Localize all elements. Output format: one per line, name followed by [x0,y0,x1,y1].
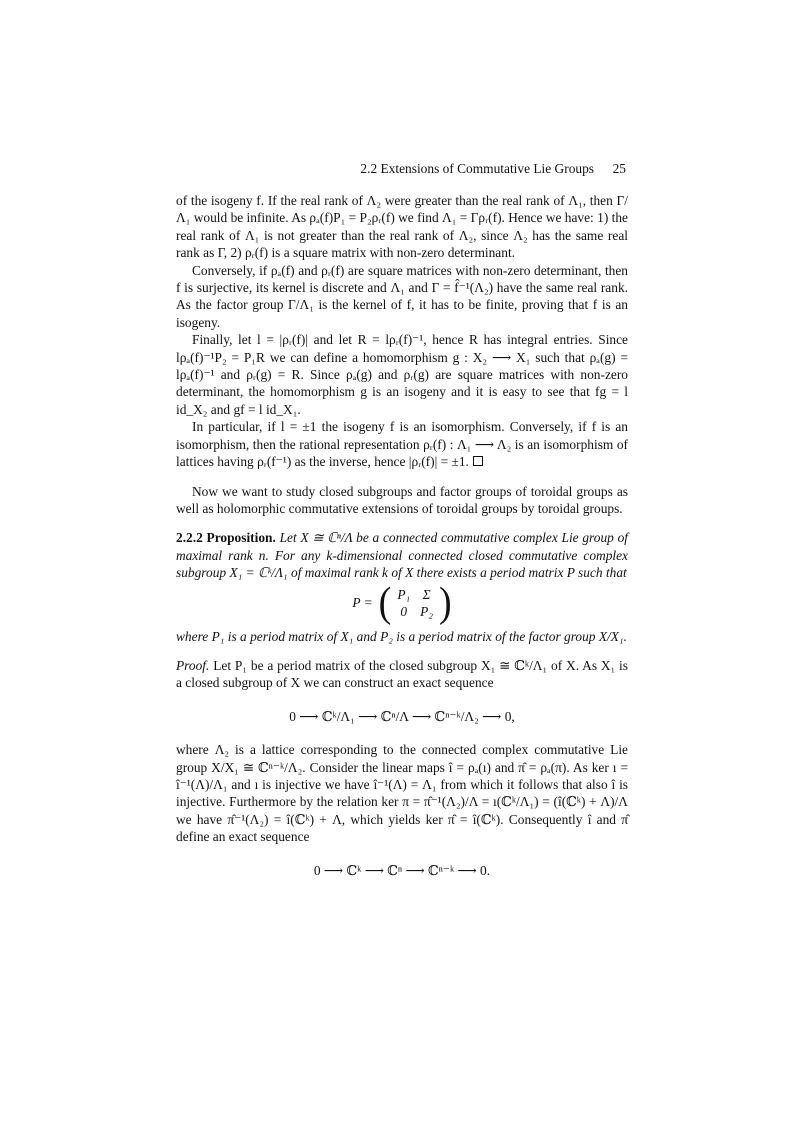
paragraph-in-particular-text: In particular, if l = ±1 the isogeny f is an isomorphism. Conversely, if f is an isomorphism, then the rational representation ρᵣ(f) : Λ₁ ⟶ Λ₂ is an isomorphism of lattices having ρᵣ(f⁻¹) as the inverse, hence |ρᵣ(f)| = ±1. [176,419,628,470]
proof-text-1: Let P₁ be a period matrix of the closed subgroup X₁ ≅ ℂᵏ/Λ₁ of X. As X₁ is a closed subgroup of X we can construct an exact sequence [176,657,628,691]
proof [176,657,628,692]
matrix-entry: P₁ [397,586,411,602]
matrix-entry: P₂ [420,603,433,619]
paragraph-in-particular [176,418,628,470]
paragraph-isogeny-rank: of the isogeny f. If the real rank of Λ₂ were greater than the real rank of Λ₁, then Γ/Λ₁ would be infinite. As ρₐ(f)P₁ = P₂ρᵣ(f) we find Λ₁ = Γρᵣ(f). Hence we have: 1) the real rank of Λ₁ is not greater than the real rank of Λ₂, since Λ₂ has the same real rank as Γ, 2) ρᵣ(f) is a square matrix with non-zero determinant. [176,193,628,261]
proposition-text: Let X ≅ ℂⁿ/Λ be a connected commutative complex Lie group of maximal rank n. For any k-dimensional connected closed commutative complex subgroup X₁ = ℂᵏ/Λ₁ of maximal rank k of X there exists a period matrix P such that [176,530,628,581]
running-title: 2.2 Extensions of Commutative Lie Groups [360,161,594,176]
qed-square-icon [473,456,483,466]
page-number: 25 [612,161,626,176]
proposition-after: where P₁ is a period matrix of X₁ and P₂ is a period matrix of the factor group X/X₁. [176,628,627,644]
matrix-entry: 0 [400,603,408,619]
running-head [176,160,628,180]
matrix-entry: Σ [422,586,431,602]
page-body [176,192,628,895]
period-matrix [397,586,433,620]
proof-label: Proof. [176,657,210,673]
proposition-label: 2.2.2 Proposition. [176,530,276,546]
period-matrix-equation [176,579,628,626]
proof-text-2: where Λ₂ is a lattice corresponding to the connected complex commutative Lie group X/X₁ ≅ ℂⁿ⁻ᵏ/Λ₂. Consider the linear maps î = ρₐ(ı) and π̂ = ρₐ(π). As ker ı = î⁻¹(Λ)/Λ₁ and ı is injective we have î⁻¹(Λ) = Λ₁ from which it follows that also î is injective. Furthermore by the relation ker π = π̂⁻¹(Λ₂)/Λ = ı(ℂᵏ/Λ₁) = (î(ℂᵏ) + Λ)/Λ we have π̂⁻¹(Λ₂) = î(ℂᵏ) + Λ, which yields ker π̂ = î(ℂᵏ). Consequently î and π̂ define an exact sequence [176,742,628,845]
paragraph-now-we-want: Now we want to study closed subgroups and factor groups of toroidal groups as well as holomorphic commutative extensions of toroidal groups by toroidal groups. [176,483,628,516]
proposition [176,529,628,581]
paragraph-conversely: Conversely, if ρₐ(f) and ρᵣ(f) are square matrices with non-zero determinant, then f is surjective, its kernel is discrete and Λ₁ and Γ = f̂⁻¹(Λ₂) have the same real rank. As the factor group Γ/Λ₁ is the kernel of f, it has to be finite, proving that f is an isogeny. [176,262,628,330]
left-paren-icon: ( [378,579,392,626]
paragraph-finally: Finally, let l = |ρᵣ(f)| and let R = lρᵣ(f)⁻¹, hence R has integral entries. Since lρₐ(f)⁻¹P₂ = P₁R we can define a homomorphism g : X₂ ⟶ X₁ such that ρₐ(g) = lρₐ(f)⁻¹ and ρᵣ(g) = R. Since ρₐ(g) and ρᵣ(g) are square matrices with non-zero determinant, the homomorphism g is an isogeny and it is easy to see that fg = l id_X₂ and gf = l id_X₁. [176,332,628,417]
matrix-lhs: P = [352,594,373,610]
right-paren-icon: ) [439,579,452,626]
exact-sequence-1: 0 ⟶ ℂᵏ/Λ₁ ⟶ ℂⁿ/Λ ⟶ ℂⁿ⁻ᵏ/Λ₂ ⟶ 0, [289,708,515,724]
exact-sequence-2: 0 ⟶ ℂᵏ ⟶ ℂⁿ ⟶ ℂⁿ⁻ᵏ ⟶ 0. [313,862,491,878]
